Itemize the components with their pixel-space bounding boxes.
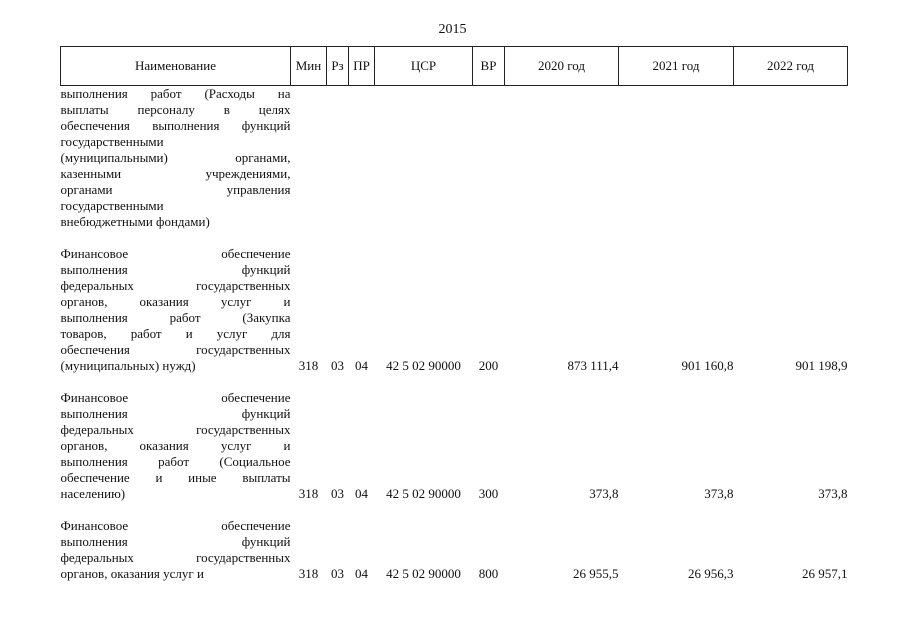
row-name-line: федеральных государственных [60,550,291,565]
row-name-line: государственными [60,134,164,149]
row-name-line: выполнения работ (Расходы на [60,86,291,101]
row-name [61,518,291,582]
row-name-line: (муниципальных) нужд) [60,358,196,373]
row-name-line: обеспечения государственных [60,342,291,357]
row-spacer-cell [61,374,848,390]
cell-y2021: 373,8 [704,486,734,501]
header-vr: ВР [473,47,505,86]
cell-pr: 04 [355,566,368,581]
cell-y2020: 873 111,4 [567,358,619,373]
cell-pr [349,86,375,231]
row-name-line: (муниципальными) органами, [60,150,291,165]
header-rz: Рз [327,47,349,86]
cell-min: 318 [298,486,319,501]
header-2022: 2022 год [734,47,848,86]
cell-vr: 800 [478,566,499,581]
row-name-line: государственными [60,198,164,213]
header-csr: ЦСР [375,47,473,86]
table-header-row [61,47,848,86]
cell-y2022 [734,86,848,231]
row-name-line: населению) [60,486,126,501]
row-name-line: органов, оказания услуг и [60,438,291,453]
row-spacer-cell [61,502,848,518]
table-body [61,86,848,583]
row-name-line: обеспечение и иные выплаты [60,470,291,485]
cell-pr: 04 [355,358,368,373]
table-row [61,86,848,231]
header-pr: ПР [349,47,375,86]
row-name-line: выполнения функций [60,534,291,549]
cell-csr [375,86,473,231]
header-name: Наименование [61,47,291,86]
row-spacer [61,230,848,246]
cell-y2021 [619,86,734,231]
row-name-line: органов, оказания услуг и [60,566,204,581]
row-name [61,390,291,502]
row-name-line: выполнения работ (Социальное [60,454,291,469]
row-name-line: внебюджетными фондами) [60,214,210,229]
cell-vr: 200 [478,358,499,373]
cell-y2021: 901 160,8 [681,358,734,373]
row-name-line: казенными учреждениями, [60,166,291,181]
cell-rz: 03 [331,358,344,373]
table-row [61,246,848,374]
cell-y2020: 373,8 [589,486,619,501]
cell-rz: 03 [331,486,344,501]
cell-pr: 04 [355,486,368,501]
row-name-line: обеспечения выполнения функций [60,118,291,133]
cell-y2022: 901 198,9 [795,358,848,373]
row-name-line: выполнения функций [60,262,291,277]
row-spacer [61,502,848,518]
row-name-line: федеральных государственных [60,278,291,293]
row-name-line: Финансовое обеспечение [60,518,291,533]
cell-y2020: 26 955,5 [573,566,619,581]
page-number: 2015 [438,22,467,37]
cell-vr: 300 [478,486,499,501]
header-2021: 2021 год [619,47,734,86]
cell-min: 318 [298,566,319,581]
row-name-cell [61,246,291,374]
cell-vr [473,86,505,231]
row-name-cell [61,390,291,502]
row-name-cell [61,86,291,231]
row-name [61,246,291,374]
cell-y2022: 373,8 [818,486,848,501]
row-name-line: товаров, работ и услуг для [60,326,291,341]
row-name-line: федеральных государственных [60,422,291,437]
table-row [61,518,848,582]
cell-y2022: 26 957,1 [802,566,848,581]
cell-y2021: 26 956,3 [688,566,734,581]
row-name-line: Финансовое обеспечение [60,390,291,405]
cell-min [291,86,327,231]
cell-csr: 42 5 02 90000 [386,566,461,581]
row-spacer [61,374,848,390]
cell-csr: 42 5 02 90000 [386,358,461,373]
row-name-line: органами управления [60,182,291,197]
table-row [61,390,848,502]
row-name-line: Финансовое обеспечение [60,246,291,261]
row-name-line: выполнения функций [60,406,291,421]
cell-rz: 03 [331,566,344,581]
cell-min: 318 [298,358,319,373]
row-spacer-cell [61,230,848,246]
row-name-line: выполнения работ (Закупка [60,310,291,325]
cell-rz [327,86,349,231]
row-name-line: выплаты персоналу в целях [60,102,291,117]
cell-y2020 [505,86,619,231]
row-name-line: органов, оказания услуг и [60,294,291,309]
header-2020: 2020 год [505,47,619,86]
cell-csr: 42 5 02 90000 [386,486,461,501]
row-name [61,86,291,230]
budget-table [60,46,848,582]
row-name-cell [61,518,291,582]
header-min: Мин [291,47,327,86]
